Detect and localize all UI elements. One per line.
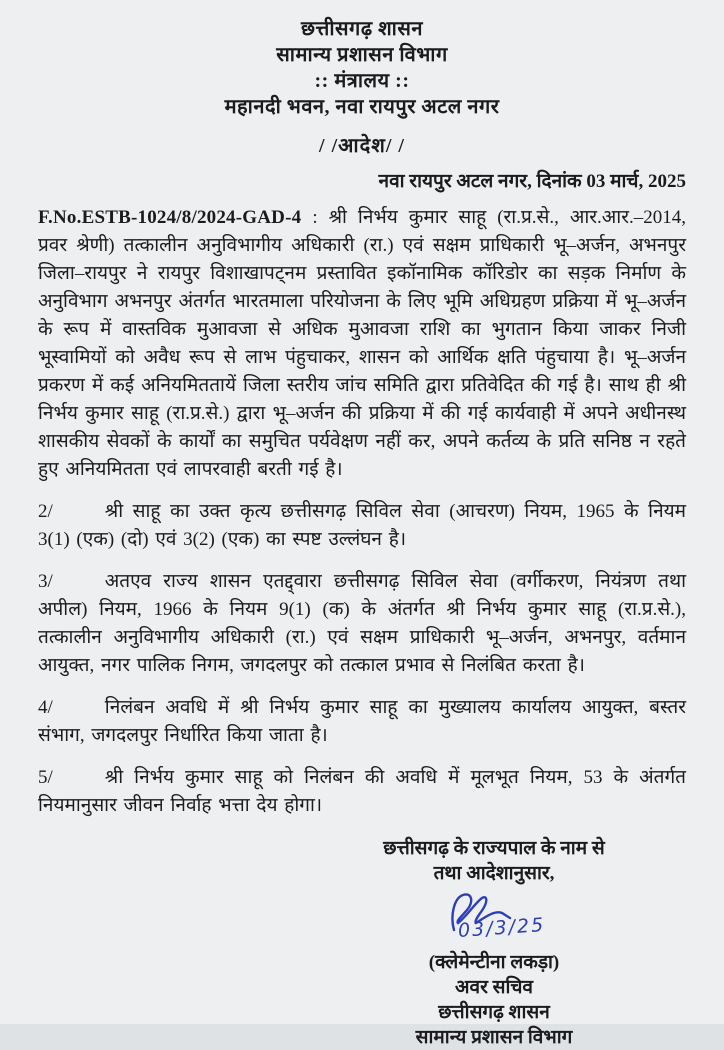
department-name: सामान्य प्रशासन विभाग [276, 44, 448, 66]
paragraph-4-text: निलंबन अवधि में श्री निर्भय कुमार साहू का मुख्यालय कार्यालय आयुक्त, बस्तर संभाग, जगदलपुर निर्धारित किया जाता है। [38, 697, 686, 746]
order-title: / /आदेश/ / [319, 135, 405, 157]
paragraph-3-text: अतएव राज्य शासन एतद्द्वारा छत्तीसगढ़ सिविल सेवा (वर्गीकरण, नियंत्रण तथा अपील) नियम, 1966 के नियम 9(1) (क) के अंतर्गत श्री निर्भय कुमार साहू (रा.प्र.से.), तत्कालीन अनुविभागीय अधिकारी (रा.) एवं सक्षम प्राधिकारी भू–अर्जन, अभनपुर, वर्तमान आयुक्त, नगर पालिक निगम, जगदलपुर को तत्काल प्रभाव से निलंबित करता है। [38, 571, 686, 676]
file-number-separator: : [301, 207, 329, 228]
signature-date: 03/3/25 [457, 913, 546, 943]
paragraph-1 [38, 204, 686, 484]
signatory-government: छत्तीसगढ़ शासन [438, 1002, 550, 1023]
place-date-line: नवा रायपुर अटल नगर, दिनांक 03 मार्च, 2025 [378, 171, 686, 192]
letterhead [38, 16, 686, 195]
file-number: F.No.ESTB-1024/8/2024-GAD-4 [38, 207, 302, 228]
paragraph-2-text: श्री साहू का उक्त कृत्य छत्तीसगढ़ सिविल सेवा (आचरण) नियम, 1965 के नियम 3(1) (एक) (दो) एवं 3(2) (एक) का स्पष्ट उल्लंघन है। [38, 501, 686, 550]
address-line: महानदी भवन, नवा रायपुर अटल नगर [224, 96, 500, 118]
paragraph-5 [38, 764, 686, 820]
paragraph-5-text: श्री निर्भय कुमार साहू को निलंबन की अवधि में मूलभूत नियम, 53 के अंतर्गत नियमानुसार जीवन निर्वाह भत्ता देय होगा। [38, 767, 686, 816]
signatory-department: सामान्य प्रशासन विभाग [415, 1027, 573, 1048]
paragraph-2 [38, 498, 686, 554]
ministry-label: :: मंत्रालय :: [314, 70, 410, 92]
paragraph-2-number: 2/ [38, 501, 53, 522]
paragraph-1-text: श्री निर्भय कुमार साहू (रा.प्र.से., आर.आर.–2014, प्रवर श्रेणी) तत्कालीन अनुविभागीय अधिकारी (रा.) एवं सक्षम प्राधिकारी भू–अर्जन, अभनपुर जिला–रायपुर ने रायपुर विशाखापट्नम प्रस्तावित इकॉनामिक कॉरिडोर का सड़क निर्माण के अनुविभाग अभनपुर अंतर्गत भारतमाला परियोजना के लिए भूमि अधिग्रहण प्रक्रिया में भू–अर्जन के रूप में वास्तविक मुआवजा से अधिक मुआवजा राशि का भुगतान किया जाकर निजी भूस्वामियों को अवैध रूप से लाभ पंहुचाकर, शासन को आर्थिक क्षति पंहुचाया है। भू–अर्जन प्रकरण में कई अनियमिततायें जिला स्तरीय जांच समिति द्वारा प्रतिवेदित की गई है। साथ ही श्री निर्भय कुमार साहू (रा.प्र.से.) द्वारा भू–अर्जन की प्रक्रिया में की गई कार्यवाही में अपने अधीनस्थ शासकीय सेवकों के कार्यों का समुचित पर्यवेक्षण नहीं कर, अपने कर्तव्य के प्रति सनिष्ठ न रहते हुए अनियमितता एवं लापरवाही बरती गई है। [38, 207, 686, 480]
government-name: छत्तीसगढ़ शासन [301, 18, 423, 40]
paragraph-4-number: 4/ [38, 697, 53, 718]
authority-line-2: तथा आदेशानुसार, [433, 863, 555, 884]
handwritten-signature [308, 888, 680, 950]
order-body [38, 204, 686, 820]
signatory-designation: अवर सचिव [455, 977, 533, 998]
signatory-name: (क्लेमेन्टीना लकड़ा) [428, 952, 560, 973]
paragraph-3-number: 3/ [38, 571, 53, 592]
paragraph-4 [38, 694, 686, 750]
paragraph-5-number: 5/ [38, 767, 53, 788]
signature-block [308, 836, 680, 1050]
authority-line-1: छत्तीसगढ़ के राज्यपाल के नाम से [383, 838, 605, 859]
paragraph-3 [38, 568, 686, 680]
